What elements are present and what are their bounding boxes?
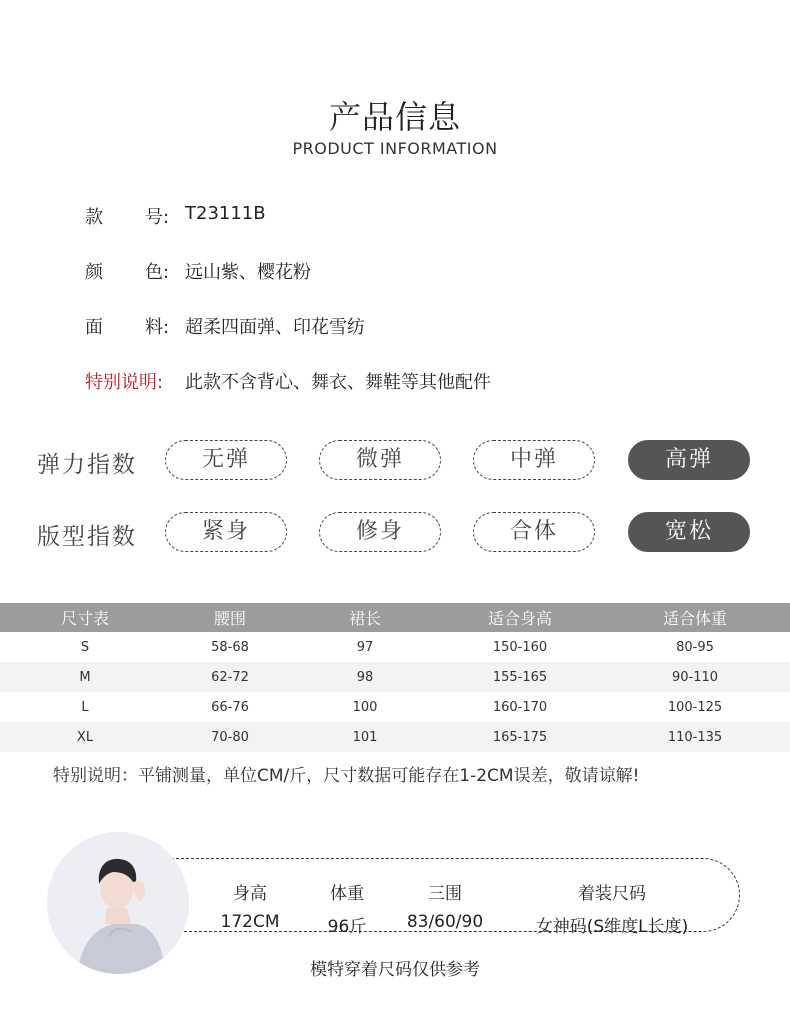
measurement-note: 特别说明：平铺测量，单位CM/斤，尺寸数据可能存在1-2CM误差，敬请谅解! bbox=[53, 766, 640, 786]
stat-label: 着装尺码 bbox=[578, 884, 646, 904]
elasticity-label: 弹力指数 bbox=[37, 452, 137, 478]
info-label: 款 bbox=[85, 207, 103, 228]
column-header: 尺寸表 bbox=[0, 603, 170, 632]
table-cell: 98 bbox=[290, 662, 440, 692]
fit-label: 版型指数 bbox=[37, 524, 137, 550]
table-cell: 66-76 bbox=[211, 699, 249, 715]
info-label: 料: bbox=[145, 317, 170, 338]
model-stat-height bbox=[215, 879, 285, 932]
fit-option-slim: 修身 bbox=[319, 512, 441, 552]
column-header: 裙长 bbox=[290, 603, 440, 632]
table-cell: 100 bbox=[352, 699, 378, 715]
stat-value: 96斤 bbox=[327, 917, 367, 937]
info-value: 远山紫、樱花粉 bbox=[185, 262, 311, 283]
model-stat-weight bbox=[312, 879, 382, 937]
size-table bbox=[0, 603, 790, 752]
info-value: T23111B bbox=[185, 203, 266, 224]
table-row bbox=[0, 692, 790, 722]
info-label: 面 bbox=[85, 317, 103, 338]
table-row bbox=[0, 632, 790, 662]
table-header-row bbox=[0, 603, 790, 632]
table-cell: 165-175 bbox=[440, 722, 600, 752]
elasticity-option-slight: 微弹 bbox=[319, 440, 441, 480]
table-cell: 62-72 bbox=[170, 662, 290, 692]
table-row bbox=[0, 722, 790, 752]
stat-label: 三围 bbox=[428, 884, 462, 904]
stat-label: 身高 bbox=[233, 884, 267, 904]
table-cell: L bbox=[81, 699, 89, 715]
column-header: 适合体重 bbox=[600, 603, 790, 632]
fit-option-regular: 合体 bbox=[473, 512, 595, 552]
column-header: 腰围 bbox=[170, 603, 290, 632]
info-label: 颜 bbox=[85, 262, 103, 283]
stat-value: 83/60/90 bbox=[406, 912, 484, 932]
table-cell: 58-68 bbox=[211, 639, 249, 655]
table-cell: 110-135 bbox=[600, 722, 790, 752]
elasticity-option-medium: 中弹 bbox=[473, 440, 595, 480]
table-cell: 80-95 bbox=[676, 639, 714, 655]
page-subtitle: PRODUCT INFORMATION bbox=[292, 139, 498, 158]
table-cell: 150-160 bbox=[492, 639, 548, 655]
stat-label: 体重 bbox=[330, 884, 364, 904]
page-title: 产品信息 bbox=[328, 98, 461, 136]
table-cell: 90-110 bbox=[600, 662, 790, 692]
info-value: 超柔四面弹、印花雪纺 bbox=[185, 317, 365, 338]
table-cell: 70-80 bbox=[170, 722, 290, 752]
table-cell: 101 bbox=[290, 722, 440, 752]
table-cell: 160-170 bbox=[492, 699, 548, 715]
table-cell: 155-165 bbox=[440, 662, 600, 692]
table-cell: 97 bbox=[356, 639, 374, 655]
model-stat-size-worn bbox=[512, 879, 712, 937]
fit-option-tight: 紧身 bbox=[165, 512, 287, 552]
info-label: 色: bbox=[145, 262, 170, 283]
table-row bbox=[0, 662, 790, 692]
model-avatar bbox=[47, 832, 189, 974]
elasticity-option-none: 无弹 bbox=[165, 440, 287, 480]
elasticity-option-high-selected: 高弹 bbox=[628, 440, 750, 480]
table-cell: 100-125 bbox=[667, 699, 723, 715]
fit-option-loose-selected: 宽松 bbox=[628, 512, 750, 552]
table-cell: S bbox=[80, 639, 90, 655]
info-label: 号: bbox=[145, 207, 170, 228]
table-cell: XL bbox=[0, 722, 170, 752]
table-cell: M bbox=[0, 662, 170, 692]
note-label: 特别说明: bbox=[85, 372, 164, 393]
stat-value: 女神码(S维度L长度) bbox=[535, 917, 689, 937]
note-value: 此款不含背心、舞衣、舞鞋等其他配件 bbox=[185, 372, 491, 393]
column-header: 适合身高 bbox=[440, 603, 600, 632]
model-photo-illustration bbox=[47, 832, 189, 974]
stat-value: 172CM bbox=[220, 912, 280, 932]
model-caption: 模特穿着尺码仅供参考 bbox=[310, 960, 480, 980]
model-stat-measurements bbox=[400, 879, 490, 932]
